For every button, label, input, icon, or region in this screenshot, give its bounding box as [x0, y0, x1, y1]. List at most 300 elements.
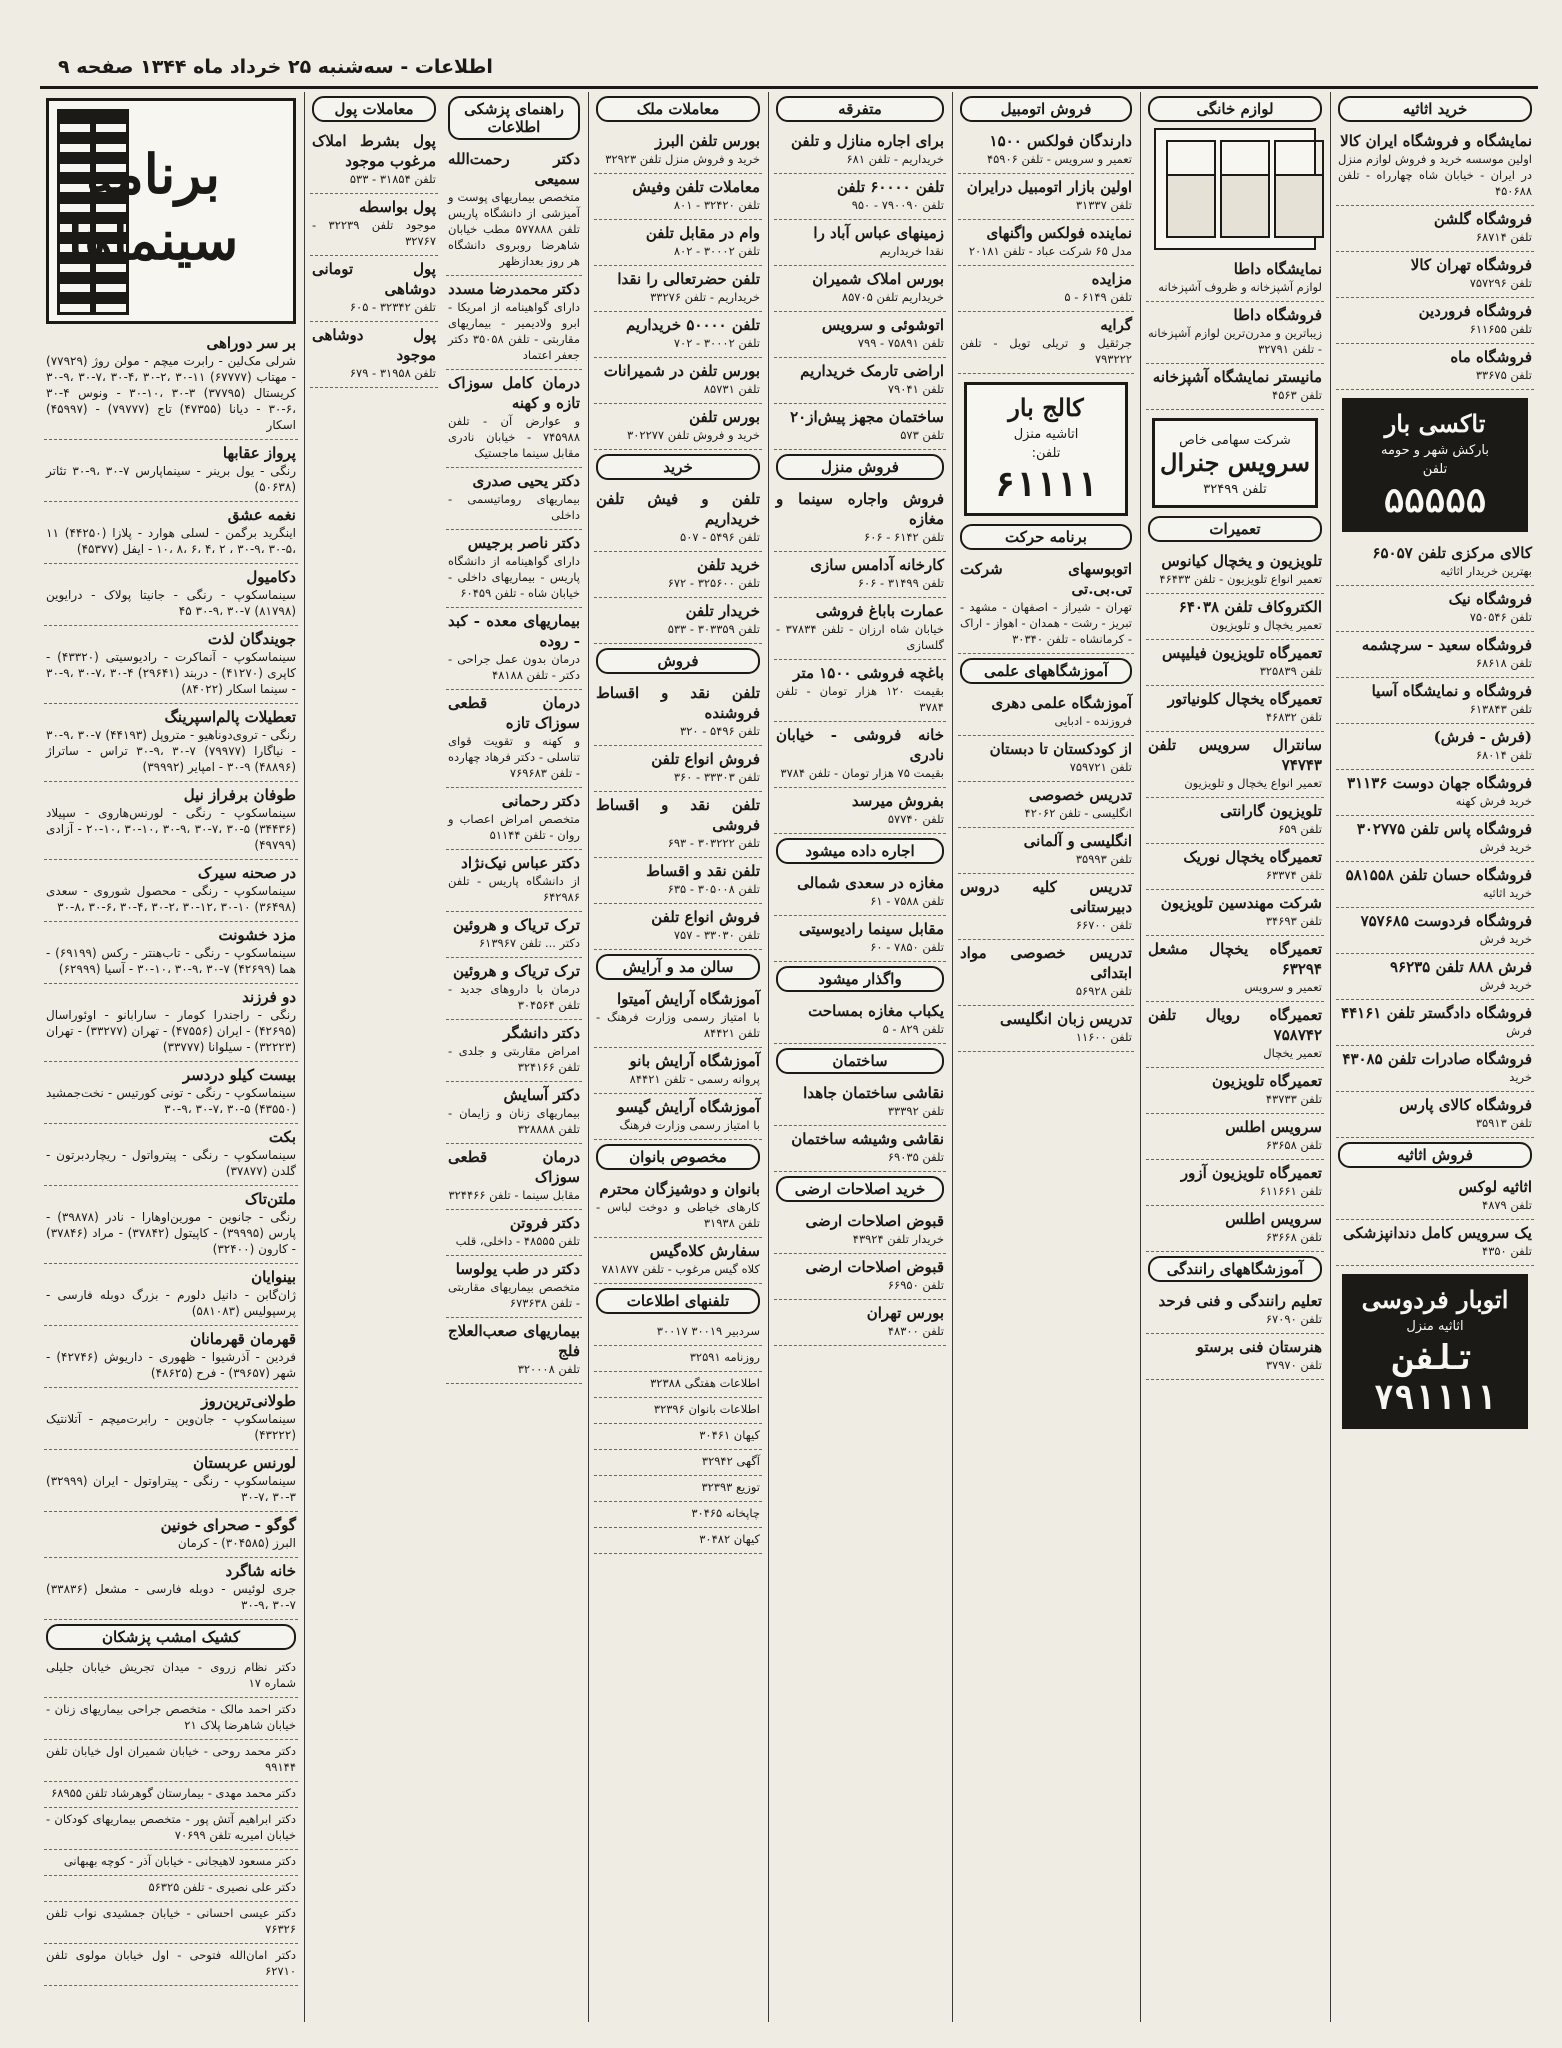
classified-ad — [1146, 256, 1324, 302]
classified-ad — [44, 1558, 298, 1620]
taxi-bar-phone: ۵۵۵۵۵ — [1383, 481, 1487, 521]
classified-ad — [446, 530, 582, 608]
college-bar-phone: ۶۱۱۱۱ — [994, 465, 1098, 505]
ad-body: سینماسکوپ - رنگی - لورنس‌هاروی - سپیلاد (۳۴۴۳۶) ۵-۳۰ ،۷-۳۰ ،۹-۳۰ ،۱۰-۳۰ ،۱۰-۲۰ - آزادی (۴۹۷۹۹) — [46, 806, 297, 852]
ad-title: یک سرویس کامل دندانپزشکی — [1343, 1224, 1532, 1242]
shipping-heading: برنامه حرکت — [960, 524, 1132, 550]
ad-title: قبوض اصلاحات ارضی — [805, 1212, 944, 1230]
ad-body: کارهای خیاطی و دوخت لباس - تلفن ۳۱۹۳۸ — [596, 1200, 760, 1230]
ad-body: تلفن ۶۳۳۷۴ — [1265, 868, 1322, 882]
ad-title: تدریس خصوصی — [1028, 786, 1132, 804]
cinema-heading: برنامه سینماها — [67, 142, 239, 272]
ad-body: تلفن ۳۰۰۰۲ - ۷۰۲ — [673, 336, 760, 350]
ad-body: تلفن ۴۳۵۰ — [1482, 1244, 1532, 1258]
classified-ad: روزنامه ۳۲۵۹۱ — [594, 1346, 762, 1372]
ad-body: تلفن ۷۵۹۷۲۱ — [1069, 760, 1132, 774]
ad-body: البرز (۳۰۴۵۸۵) - کرمان — [177, 1536, 296, 1550]
ad-title: (فرش - فرش) — [1433, 728, 1532, 746]
classified-ad — [594, 128, 762, 174]
classified-ad — [958, 828, 1134, 874]
ad-body: خریدار تلفن ۴۳۹۲۴ — [852, 1232, 944, 1246]
ad-body: تلفن ۶۹۰۳۵ — [887, 1150, 944, 1164]
classified-ad — [594, 1238, 762, 1284]
ad-body: بیماریهای زنان و زایمان - تلفن ۳۲۸۸۸۸ — [448, 1106, 580, 1136]
classified-ad — [310, 256, 438, 322]
ad-title: در صحنه سیرک — [197, 864, 296, 882]
classified-ad — [44, 1186, 298, 1264]
classified-ad — [774, 660, 946, 722]
classified-ad — [774, 266, 946, 312]
ad-title: فروشگاه حسان تلفن ۵۸۱۵۵۸ — [1345, 866, 1532, 884]
building-list — [770, 1080, 950, 1172]
classified-ad — [774, 788, 946, 834]
classified-ad: اطلاعات هفتگی ۳۲۳۸۸ — [594, 1372, 762, 1398]
classified-ad — [594, 404, 762, 450]
classified-ad — [1336, 540, 1534, 586]
ad-title: نمایشگاه داطا — [1233, 260, 1322, 278]
ad-body: کلاه گیس مرغوب - تلفن ۷۸۱۸۷۷ — [601, 1262, 760, 1276]
ad-title: کارخانه آدامس سازی — [810, 556, 944, 574]
money-list — [306, 128, 442, 388]
ad-body: تلفن ۳۵۹۱۳ — [1475, 1116, 1532, 1130]
ettelaat-phones-list — [590, 1320, 766, 1554]
ad-title: بورس تلفن البرز — [655, 132, 760, 150]
classified-ad — [1146, 1334, 1324, 1380]
classified-ad: توزیع ۳۲۳۹۳ — [594, 1476, 762, 1502]
column-rule — [1140, 92, 1141, 2022]
ad-body: جری لوئیس - دوبله فارسی - مشعل (۳۳۸۳۶) ۷-۳۰ ،۹-۳۰ — [46, 1582, 296, 1612]
classified-ad — [958, 312, 1134, 374]
ad-body: تعمیر یخچال — [1263, 1046, 1322, 1060]
ad-title: تلفن ۵۰۰۰۰ خریداریم — [625, 316, 760, 334]
ad-body: تعمیر و سرویس — [1244, 980, 1322, 994]
classified-ad — [446, 850, 582, 912]
classified-ad — [44, 440, 298, 502]
ad-body: تلفن ۶۶۹۵۰ — [887, 1278, 944, 1292]
ad-body: انگلیسی - تلفن ۴۲۰۶۲ — [1024, 806, 1132, 820]
ad-body: بهترین خریدار اثاثیه — [1440, 564, 1532, 578]
ad-title: تلویزیون و یخچال کیانوس — [1161, 552, 1322, 570]
ad-title: معاملات تلفن وفیش — [632, 178, 760, 196]
car-sale-list — [954, 128, 1138, 374]
ad-body: تلفن ۶۳۶۵۸ — [1265, 1138, 1322, 1152]
classified-ad — [44, 1124, 298, 1186]
classified-ad — [958, 690, 1134, 736]
ferdowsi-sub: اثاثیه منزل — [1406, 1319, 1464, 1334]
buy-list — [590, 486, 766, 644]
ad-body: تلفن ۶۸۶۱۸ — [1475, 656, 1532, 670]
house-sale-heading: فروش منزل — [776, 454, 944, 480]
ad-title: بانوان و دوشیزگان محترم — [599, 1180, 760, 1198]
beauty-heading: سالن مد و آرایش — [596, 954, 760, 980]
ad-body: تلفن ۵۶۹۲۸ — [1075, 984, 1132, 998]
land-list — [770, 1208, 950, 1346]
sell-list — [590, 680, 766, 950]
ad-title: تعمیرگاه تلویزیون فیلیپس — [1161, 644, 1322, 662]
ad-body: فردین - آذرشیوا - ظهوری - داریوش (۴۲۷۴۶) - شهر (۳۹۶۵۷) - فرح (۴۸۶۲۵) — [46, 1350, 297, 1380]
ad-title: فروشگاه تهران کالا — [1410, 256, 1532, 274]
classified-ad — [44, 1450, 298, 1512]
classified-ad — [310, 194, 438, 256]
ad-body: نقدا خریداریم — [879, 244, 944, 258]
ad-body: تلفن ۳۰۰۰۲ - ۸۰۲ — [673, 244, 760, 258]
classified-ad — [44, 330, 298, 440]
ad-body: دارای گواهینامه از دانشگاه پاریس - بیماریهای داخلی - خیابان شاه - تلفن ۶۰۴۵۹ — [448, 554, 580, 600]
ad-body: تلفن ۵۷۷۴۰ — [887, 812, 944, 826]
classified-ad — [1336, 1046, 1534, 1092]
classified-ad — [1336, 724, 1534, 770]
ad-title: تعمیرگاه تلویزیون آزور — [1180, 1164, 1322, 1182]
classified-ad — [446, 788, 582, 850]
driving-heading: آموزشگاههای رانندگی — [1148, 1256, 1322, 1282]
ad-body: متخصص بیماریهای مقاربتی - تلفن ۶۷۳۶۳۸ — [448, 1280, 580, 1310]
classified-ad: دکتر نظام زروی - میدان تجریش خیابان جلیلی شماره ۱۷ — [44, 1656, 298, 1698]
classified-ad — [594, 746, 762, 792]
classified-ad — [594, 552, 762, 598]
classified-ad: اطلاعات بانوان ۳۲۳۹۶ — [594, 1398, 762, 1424]
ad-title: دو فرزند — [242, 988, 296, 1006]
ad-body: بیماریهای روماتیسمی - داخلی — [448, 492, 580, 522]
ad-title: دکتر رحمانی — [501, 792, 580, 810]
college-bar-phone-label: تلفن: — [1031, 446, 1061, 461]
ad-title: درمان کامل سوزاک تازه و کهنه — [448, 374, 580, 412]
beauty-list — [590, 986, 766, 1140]
ad-body: خرید — [1509, 1070, 1532, 1084]
ad-body: تلفن ۷۹۰۴۱ — [887, 382, 944, 396]
classified-ad — [446, 1256, 582, 1318]
ad-title: تلویزیون گارانتی — [1220, 802, 1322, 820]
ad-title: سانترال سرویس تلفن ۷۴۷۴۳ — [1148, 736, 1322, 774]
classified-ad — [446, 1318, 582, 1384]
ad-body: متخصص امراض اعصاب و روان - تلفن ۵۱۱۴۴ — [448, 812, 580, 842]
ad-body: خرید فرش — [1479, 840, 1532, 854]
ad-body: سینماسکوپ - آنماکرت - رادیوسیتی (۴۳۳۲۰) - کاپری (۴۱۲۷۰) - دربند (۲۹۶۴۱) ۴-۳۰ ،۷-۳۰ ،۹-۳۰ - سینما اسکار (۸۴۰۲۲) — [46, 650, 296, 696]
shops-list — [1332, 128, 1538, 390]
classified-ad — [446, 276, 582, 370]
ad-title: تدریس کلیه دروس دبیرستانی — [960, 878, 1132, 916]
cinema-banner — [46, 98, 296, 324]
classified-ad — [446, 1210, 582, 1256]
service-general-sub: شرکت سهامی خاص — [1179, 433, 1291, 448]
ad-body: ژان‌گابن - دانیل دلورم - بزرگ دوبله فارسی - پرسپولیس (۵۸۱۰۸۳) — [46, 1288, 296, 1318]
ad-title: فروشگاه جهان دوست ۳۱۱۳۶ — [1347, 774, 1532, 792]
schools-list — [954, 690, 1138, 1052]
ad-body: تلفن ۳۷۹۷۰ — [1265, 1358, 1322, 1372]
classified-ad — [1336, 816, 1534, 862]
classified-ad: چاپخانه ۳۰۴۶۵ — [594, 1502, 762, 1528]
ad-title: بیماریهای معده - کبد - روده — [448, 612, 580, 650]
ad-body: رنگی - راجندرا کومار - سارابانو - اوئوراسال (۴۲۶۹۵) - ایران (۴۷۵۵۶) - تهران (۳۳۲۷۷) - تهران (۳۲۲۲۳) - سیلوانا (۳۳۷۷۷) — [46, 1008, 297, 1054]
ad-title: دکتر رحمت‌الله سمیعی — [448, 150, 580, 188]
page-header — [40, 52, 1538, 89]
ad-body: موجود تلفن ۳۲۲۳۹ - ۳۲۷۶۷ — [312, 218, 436, 248]
classified-ad — [1336, 586, 1534, 632]
driving-list — [1142, 1288, 1328, 1380]
ad-body: تلفن ۶۱۴۹ - ۵ — [1064, 290, 1132, 304]
ad-title: بفروش میرسد — [851, 792, 944, 810]
ad-body: خیابان شاه ارزان - تلفن ۳۷۸۳۴ - گلسازی — [776, 622, 944, 652]
car-deals-list — [590, 128, 766, 450]
ad-body: تلفن ۶۱۴۲ - ۶۰۶ — [864, 530, 944, 544]
ad-title: دکتر فروتن — [509, 1214, 580, 1232]
ad-title: اولین بازار اتومبیل درایران — [966, 178, 1132, 196]
doctors-column — [306, 92, 586, 2022]
service-general-title: سرویس جنرال — [1160, 448, 1310, 477]
college-bar-sub: اتاشیه منزل — [1013, 427, 1079, 442]
household-list — [1142, 256, 1328, 410]
classified-ad — [1146, 1068, 1324, 1114]
classified-ad — [310, 128, 438, 194]
ad-title: تدریس خصوصی مواد ابتدائی — [960, 944, 1132, 982]
ad-body: فرش — [1506, 1024, 1532, 1038]
ad-title: نقاشی وشیشه ساختمان — [791, 1130, 944, 1148]
ladies-heading: مخصوص بانوان — [596, 1144, 760, 1170]
column-rule — [304, 92, 305, 2022]
ad-title: فروش واجاره سینما و مغازه — [776, 490, 944, 528]
classified-ad — [1146, 1206, 1324, 1252]
column-rule — [1330, 92, 1331, 2022]
ad-body: خرید و فروش منزل تلفن ۳۲۹۲۳ — [605, 152, 760, 166]
furniture-sale-heading: فروش اثاثیه — [1338, 1142, 1532, 1168]
deals-column — [590, 92, 766, 2022]
ad-body: تهران - شیراز - اصفهان - مشهد - تبریز - رشت - همدان - اهواز - اراک - کرمانشاه - تلفن ۳۰۳۴۰ — [960, 600, 1132, 646]
rent-heading: اجاره داده میشود — [776, 838, 944, 864]
ad-title: بکت — [268, 1128, 296, 1146]
classified-ad — [774, 128, 946, 174]
classified-ad — [1336, 128, 1534, 206]
ad-title: فروشگاه نیک — [1448, 590, 1532, 608]
taxi-bar-phone-label: تلفن — [1422, 462, 1448, 477]
night-doctors-list — [40, 1656, 302, 1986]
doctors-sub-right — [442, 92, 586, 1384]
classified-ad — [1146, 364, 1324, 410]
ad-title: تلفن حضرتعالی را نقدا — [617, 270, 760, 288]
classified-ad: دکتر محمد روحی - خیابان شمیران اول خیابان تلفن ۹۹۱۴۴ — [44, 1740, 298, 1782]
classified-ad — [44, 1388, 298, 1450]
ad-title: سرویس اطلس — [1225, 1210, 1322, 1228]
classified-ad — [446, 370, 582, 468]
classified-ad — [1336, 954, 1534, 1000]
ad-title: اتوشوئی و سرویس — [821, 316, 944, 334]
classified-ad — [44, 626, 298, 704]
classified-ad — [774, 998, 946, 1044]
ad-title: بر سر دوراهی — [206, 334, 296, 352]
classified-ad — [958, 128, 1134, 174]
classified-ad — [446, 608, 582, 690]
ad-title: اتوبوسهای شرکت تی.بی.تی — [960, 560, 1132, 598]
ad-body: تعمیر یخچال و تلویزیون — [1210, 618, 1322, 632]
ad-body: تلفن ۶۳۶۶۸ — [1265, 1230, 1322, 1244]
ad-title: فروشگاه و نمایشگاه آسیا — [1371, 682, 1532, 700]
schools-heading: آموزشگاههای علمی — [960, 658, 1132, 684]
ad-body: متخصص بیماریهای پوست و آمیزشی از دانشگاه پاریس تلفن ۵۷۷۸۸۸ مطب خیابان شاهرضا روبروی دانشگاه هر روز بعدازظهر — [448, 190, 580, 268]
column-rule — [588, 92, 589, 2022]
ad-title: فروشگاه پاس تلفن ۳۰۲۷۷۵ — [1356, 820, 1532, 838]
ad-title: لورنس عربستان — [193, 1454, 296, 1472]
ad-title: بورس تهران — [866, 1304, 944, 1322]
cinema-column — [40, 92, 302, 2022]
ad-body: تلفن ۳۱۸۵۴ - ۵۳۳ — [349, 172, 436, 186]
classified-ad — [594, 1176, 762, 1238]
ad-body: تلفن ۳۲۰۰۰۸ — [517, 1362, 580, 1376]
ad-body: تلفن ۴۸۵۵۵ - داخلی، قلب — [455, 1234, 580, 1248]
ad-body: تلفن ۶۶۷۰۰ — [1075, 918, 1132, 932]
classified-ad — [774, 722, 946, 788]
classified-ad — [44, 860, 298, 922]
kitchen-cabinet-illustration — [1154, 128, 1316, 250]
classified-ad — [774, 220, 946, 266]
service-general-phone: تلفن ۳۲۴۹۹ — [1203, 482, 1267, 497]
ad-title: تعمیرگاه یخچال مشعل ۶۳۲۹۴ — [1148, 940, 1322, 978]
classified-ad — [958, 940, 1134, 1006]
classified-ad — [958, 220, 1134, 266]
ad-title: پرواز عقابها — [222, 444, 296, 462]
classified-ad — [774, 1080, 946, 1126]
classified-ad — [774, 870, 946, 916]
ad-title: آموزشگاه علمی دهری — [991, 694, 1132, 712]
ad-title: دکتر عباس نیک‌نژاد — [461, 854, 580, 872]
doctors-list — [442, 146, 586, 1384]
ad-title: بیست کیلو دردسر — [182, 1066, 296, 1084]
ad-body: تلفن ۶۱۳۸۴۳ — [1469, 702, 1532, 716]
ad-body: رنگی - جانوین - مورین‌اوهارا - نادر (۳۹۸۷۸) - پارس (۳۹۹۹۵) - کاپیتول (۳۷۸۴۲) - مراد (۳۷۸۴۶) - کارون (۳۲۴۰۰) — [46, 1210, 297, 1256]
ad-title: برای اجاره منازل و تلفن — [790, 132, 944, 150]
transfer-list — [770, 998, 950, 1044]
classified-ad — [594, 1094, 762, 1140]
ad-title: خانه فروشی - خیابان نادری — [776, 726, 944, 764]
ad-body: تلفن ۳۲۵۸۳۹ — [1259, 664, 1322, 678]
newspaper-page — [40, 52, 1538, 2028]
service-general-ad — [1152, 418, 1318, 508]
classified-ad — [44, 1062, 298, 1124]
ad-title: مزایده — [1091, 270, 1132, 288]
ad-title: عمارت باباغ فروشی — [815, 602, 944, 620]
ad-title: تلفن و فیش تلفن خریداریم — [596, 490, 760, 528]
ad-body: تلفن ۳۲۴۲۰ - ۸۰۱ — [673, 198, 760, 212]
ad-body: اینگرید برگمن - لسلی هوارد - پلازا (۴۴۲۵۰) ۱۱ ،۵-۳۰ ،۹-۳۰ ، ۲ ،۴ ،۶ ،۸ ،۱۰ - ایفل (۴۵۳۷۷) — [46, 526, 297, 556]
ad-body: تلفن ۳۲۵۶۰۰ - ۶۷۲ — [667, 576, 760, 590]
ad-body: تلفن ۷۵۰۵۴۶ — [1469, 610, 1532, 624]
ad-title: فروشگاه ماه — [1450, 348, 1532, 366]
classified-ad — [1146, 1002, 1324, 1068]
misc-column — [770, 92, 950, 2022]
classified-ad — [1336, 862, 1534, 908]
ad-title: فروشگاه گلشن — [1433, 210, 1532, 228]
ettelaat-phones-heading: تلفنهای اطلاعات — [596, 1288, 760, 1314]
ad-title: فرش ۸۸۸ تلفن ۹۶۲۳۵ — [1389, 958, 1532, 976]
ad-title: نماینده فولکس واگنهای — [986, 224, 1132, 242]
taxi-bar-sub: بارکش شهر و حومه — [1380, 443, 1490, 458]
ad-title: خرید تلفن — [697, 556, 760, 574]
ad-title: بورس تلفن — [689, 408, 760, 426]
classified-ad — [1336, 1174, 1534, 1220]
ad-title: فروشگاه سعید - سرچشمه — [1361, 636, 1532, 654]
ad-title: بورس تلفن در شمیرانات — [603, 362, 760, 380]
ad-body: تلفن ۳۰۳۳۵۹ - ۵۳۳ — [667, 622, 760, 636]
ad-title: نقاشی ساختمان جاهدا — [803, 1084, 944, 1102]
ad-body: تلفن ۶۱۱۶۵۵ — [1469, 322, 1532, 336]
ad-title: انگلیسی و آلمانی — [1023, 832, 1132, 850]
shipping-list — [954, 556, 1138, 654]
classified-ad — [774, 1208, 946, 1254]
classified-ad — [774, 1300, 946, 1346]
ad-title: آموزشگاه آرایش گیسو — [617, 1098, 760, 1116]
classified-ad — [1146, 686, 1324, 732]
ad-title: شرکت مهندسین تلویزیون — [1160, 894, 1322, 912]
ad-body: پروانه رسمی - تلفن ۸۴۴۲۱ — [629, 1072, 760, 1086]
ad-body: تلفن ۳۳۳۰۳ - ۳۶۰ — [673, 770, 760, 784]
classified-ad — [774, 174, 946, 220]
repairs-list — [1142, 548, 1328, 1252]
ad-body: جرثقیل و تریلی تویل - تلفن ۷۹۳۲۲۲ — [960, 336, 1132, 366]
ad-body: سینماسکوپ - رنگی - تونی کورتیس - نخت‌جمشید (۴۳۵۵۰) ۵-۳۰ ،۷-۳۰ ،۹-۳۰ — [46, 1086, 296, 1116]
ad-body: فروزنده - ادبایی — [1054, 714, 1132, 728]
ad-title: دکتر یحیی صدری — [472, 472, 580, 490]
ad-title: فروشگاه صادرات تلفن ۴۳۰۸۵ — [1342, 1050, 1532, 1068]
building-heading: ساختمان — [776, 1048, 944, 1074]
ad-body: تلفن ۳۳۰۳۰ - ۷۵۷ — [673, 928, 760, 942]
ad-body: خریداریم - تلفن ۳۳۲۷۶ — [650, 290, 760, 304]
ad-title: فروشگاه داطا — [1233, 306, 1322, 324]
ad-body: سینماسکوپ - رنگی - جانیتا پولاک - درایوین (۸۱۷۹۸) ۷-۳۰ ،۹-۳۰ ۴۵ — [46, 588, 296, 618]
ad-title: قبوض اصلاحات ارضی — [805, 1258, 944, 1276]
car-sale-heading: فروش اتومبیل — [960, 96, 1132, 122]
ad-body: بقیمت ۱۲۰ هزار تومان - تلفن ۳۷۸۴ — [776, 684, 945, 714]
ad-body: تلفن ۴۸۷۹ — [1482, 1198, 1532, 1212]
ad-body: تلفن ۴۵۶۳ — [1272, 388, 1322, 402]
ad-title: زمینهای عباس آباد را — [813, 224, 944, 242]
classified-ad — [446, 1144, 582, 1210]
ad-body: تلفن ۸۵۷۳۱ — [703, 382, 760, 396]
ad-title: باغچه فروشی ۱۵۰۰ متر — [793, 664, 944, 682]
night-doctors-heading: کشیک امشب پزشکان — [46, 1624, 296, 1650]
ad-title: از کودکستان تا دبستان — [989, 740, 1132, 758]
ad-title: فروشگاه کالای پارس — [1399, 1096, 1532, 1114]
ad-title: ترک تریاک و هروئین — [453, 962, 580, 980]
classified-ad — [1336, 632, 1534, 678]
ad-title: بورس املاک شمیران — [812, 270, 944, 288]
classified-ad — [446, 912, 582, 958]
ad-title: هنرستان فنی برستو — [1196, 1338, 1322, 1356]
ad-body: تلفن ۸۲۹ - ۵ — [882, 1022, 944, 1036]
classified-ad — [594, 486, 762, 552]
ad-body: تلفن ۳۱۹۵۸ - ۶۷۹ — [349, 366, 436, 380]
ad-body: و کهنه و تقویت قوای تناسلی - دکتر فرهاد چهارده - تلفن ۷۶۹۶۸۳ — [448, 734, 580, 780]
ferdowsi-phone: تلفن ۷۹۱۱۱۱ — [1373, 1338, 1497, 1418]
ad-title: وام در مقابل تلفن — [645, 224, 760, 242]
ad-title: تلفن نقد و اقساط فروشی — [596, 796, 760, 834]
buy-heading: خرید — [596, 454, 760, 480]
classified-ad — [446, 1020, 582, 1082]
ad-body: امراض مقاربتی و جلدی - تلفن ۳۲۴۱۶۶ — [448, 1044, 580, 1074]
classified-ad — [44, 984, 298, 1062]
ad-title: مزد خشونت — [218, 926, 296, 944]
classified-ad — [1146, 640, 1324, 686]
cars-column — [954, 92, 1138, 2022]
classified-ad — [594, 1048, 762, 1094]
classified-ad — [774, 916, 946, 962]
repairs-heading: تعمیرات — [1148, 516, 1322, 542]
classified-ad — [1146, 548, 1324, 594]
ad-body: خرید فرش — [1479, 932, 1532, 946]
ad-body: خرید فرش — [1479, 978, 1532, 992]
ad-body: و عوارض آن - تلفن ۷۴۵۹۸۸ - خیابان نادری مقابل سینما ماجستیک — [448, 414, 580, 460]
ad-title: اثاثیه لوکس — [1458, 1178, 1532, 1196]
classified-ad: دکتر امان‌الله فتوحی - اول خیابان مولوی تلفن ۶۲۷۱۰ — [44, 1944, 298, 1986]
classified-ad — [774, 404, 946, 450]
ad-body: با امتیاز رسمی وزارت فرهنگ — [619, 1118, 760, 1132]
classified-ad: دکتر ابراهیم آتش پور - متخصص بیماریهای کودکان - خیابان امیریه تلفن ۷۰۶۹۹ — [44, 1808, 298, 1850]
